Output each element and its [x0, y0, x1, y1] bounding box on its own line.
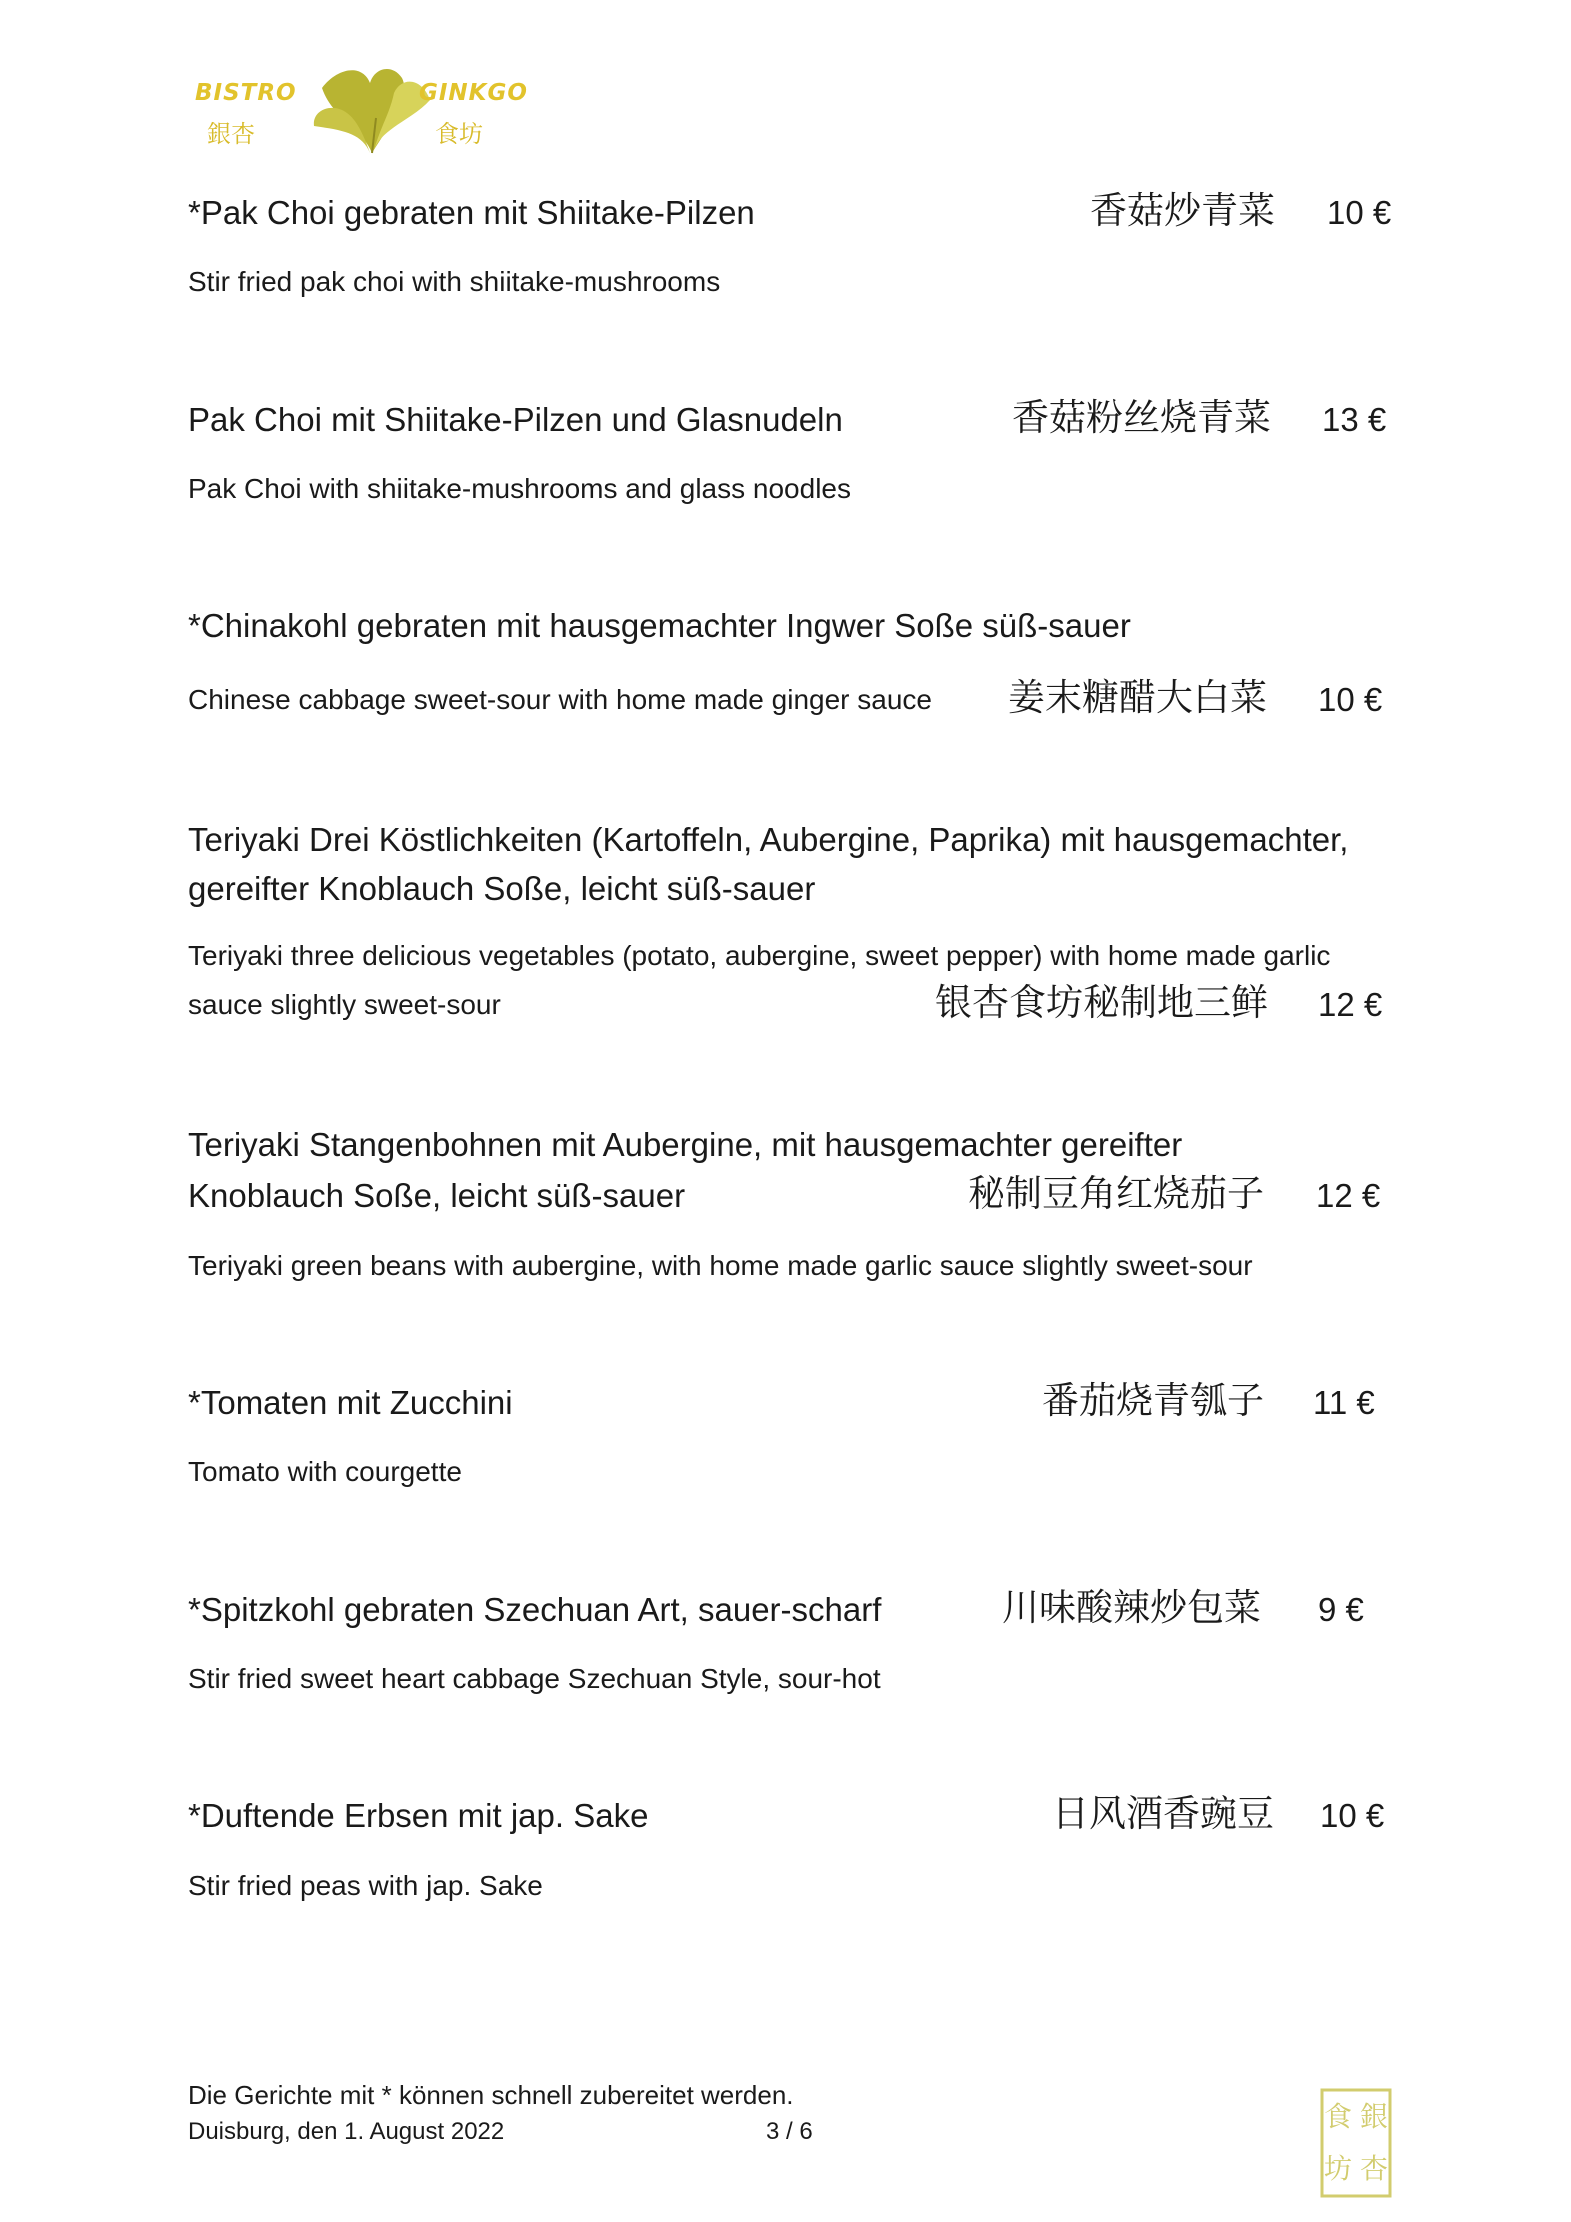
menu-item-5-english: Teriyaki green beans with aubergine, with home made garlic sauce slightly sweet-sour [188, 1250, 1253, 1281]
logo-chars-left: 銀杏 [207, 120, 255, 148]
footer-place-date: Duisburg, den 1. August 2022 [188, 2118, 505, 2145]
menu-item-4-english-line1: Teriyaki three delicious vegetables (potato, aubergine, sweet pepper) with home made garlic [188, 940, 1331, 971]
menu-item-6-chinese: 番茄烧青瓠子 [1042, 1379, 1264, 1422]
menu-item-8-german: *Duftende Erbsen mit jap. Sake [188, 1797, 649, 1834]
menu-item-4-chinese: 银杏食坊秘制地三鲜 [935, 981, 1268, 1024]
menu-item-4-german-line2: gereifter Knoblauch Soße, leicht süß-sauer [188, 870, 816, 907]
ginkgo-leaf-icon [302, 58, 442, 158]
menu-item-8-price: 10 € [1320, 1797, 1385, 1834]
menu-item-6-english: Tomato with courgette [188, 1456, 462, 1487]
menu-item-2-english: Pak Choi with shiitake-mushrooms and glass noodles [188, 473, 851, 504]
menu-item-2-german: Pak Choi mit Shiitake-Pilzen und Glasnudeln [188, 401, 843, 438]
menu-item-1-english: Stir fried pak choi with shiitake-mushrooms [188, 266, 721, 297]
menu-item-3-english: Chinese cabbage sweet-sour with home made ginger sauce [188, 684, 932, 715]
menu-item-3-price: 10 € [1318, 681, 1383, 718]
seal-stamp [1320, 2088, 1392, 2198]
menu-item-7-chinese: 川味酸辣炒包菜 [1002, 1586, 1261, 1629]
seal-char-4: 杏 [1359, 2152, 1389, 2185]
footer-note: Die Gerichte mit * können schnell zubereitet werden. [188, 2080, 794, 2110]
menu-item-7-price: 9 € [1318, 1591, 1364, 1628]
menu-item-5-chinese: 秘制豆角红烧茄子 [968, 1172, 1264, 1215]
logo-word-bistro: BISTRO [195, 80, 297, 106]
menu-item-5-price: 12 € [1316, 1177, 1381, 1214]
menu-item-4-german-line1: Teriyaki Drei Köstlichkeiten (Kartoffeln, Aubergine, Paprika) mit hausgemachter, [188, 821, 1349, 858]
menu-item-5-german-line1: Teriyaki Stangenbohnen mit Aubergine, mit hausgemachter gereifter [188, 1126, 1183, 1163]
seal-stamp-icon [1320, 2088, 1392, 2198]
menu-item-3-chinese: 姜末糖醋大白菜 [1008, 676, 1267, 719]
seal-char-3: 坊 [1323, 2152, 1353, 2185]
menu-item-3-german: *Chinakohl gebraten mit hausgemachter Ingwer Soße süß-sauer [188, 607, 1131, 644]
menu-item-6-price: 11 € [1313, 1384, 1375, 1421]
menu-item-5-german-line2: Knoblauch Soße, leicht süß-sauer [188, 1177, 686, 1214]
menu-item-7-german: *Spitzkohl gebraten Szechuan Art, sauer-scharf [188, 1591, 882, 1628]
menu-item-6-german: *Tomaten mit Zucchini [188, 1384, 513, 1421]
menu-item-2-chinese: 香菇粉丝烧青菜 [1012, 396, 1271, 439]
menu-item-4-price: 12 € [1318, 986, 1383, 1023]
menu-item-4-english-line2: sauce slightly sweet-sour [188, 989, 501, 1020]
footer-page-number: 3 / 6 [766, 2118, 813, 2145]
seal-char-1: 食 [1323, 2100, 1353, 2133]
menu-item-1-chinese: 香菇炒青菜 [1090, 189, 1275, 232]
logo-word-ginkgo: GINKGO [419, 80, 528, 106]
menu-item-8-chinese: 日风酒香豌豆 [1052, 1792, 1274, 1835]
menu-item-7-english: Stir fried sweet heart cabbage Szechuan Style, sour-hot [188, 1663, 881, 1694]
bistro-ginkgo-logo [187, 58, 539, 158]
menu-item-1-price: 10 € [1327, 194, 1392, 231]
seal-char-2: 銀 [1359, 2100, 1389, 2133]
menu-item-8-english: Stir fried peas with jap. Sake [188, 1870, 543, 1901]
menu-item-2-price: 13 € [1322, 401, 1387, 438]
menu-item-1-german: *Pak Choi gebraten mit Shiitake-Pilzen [188, 194, 755, 231]
logo-chars-right: 食坊 [435, 120, 483, 148]
